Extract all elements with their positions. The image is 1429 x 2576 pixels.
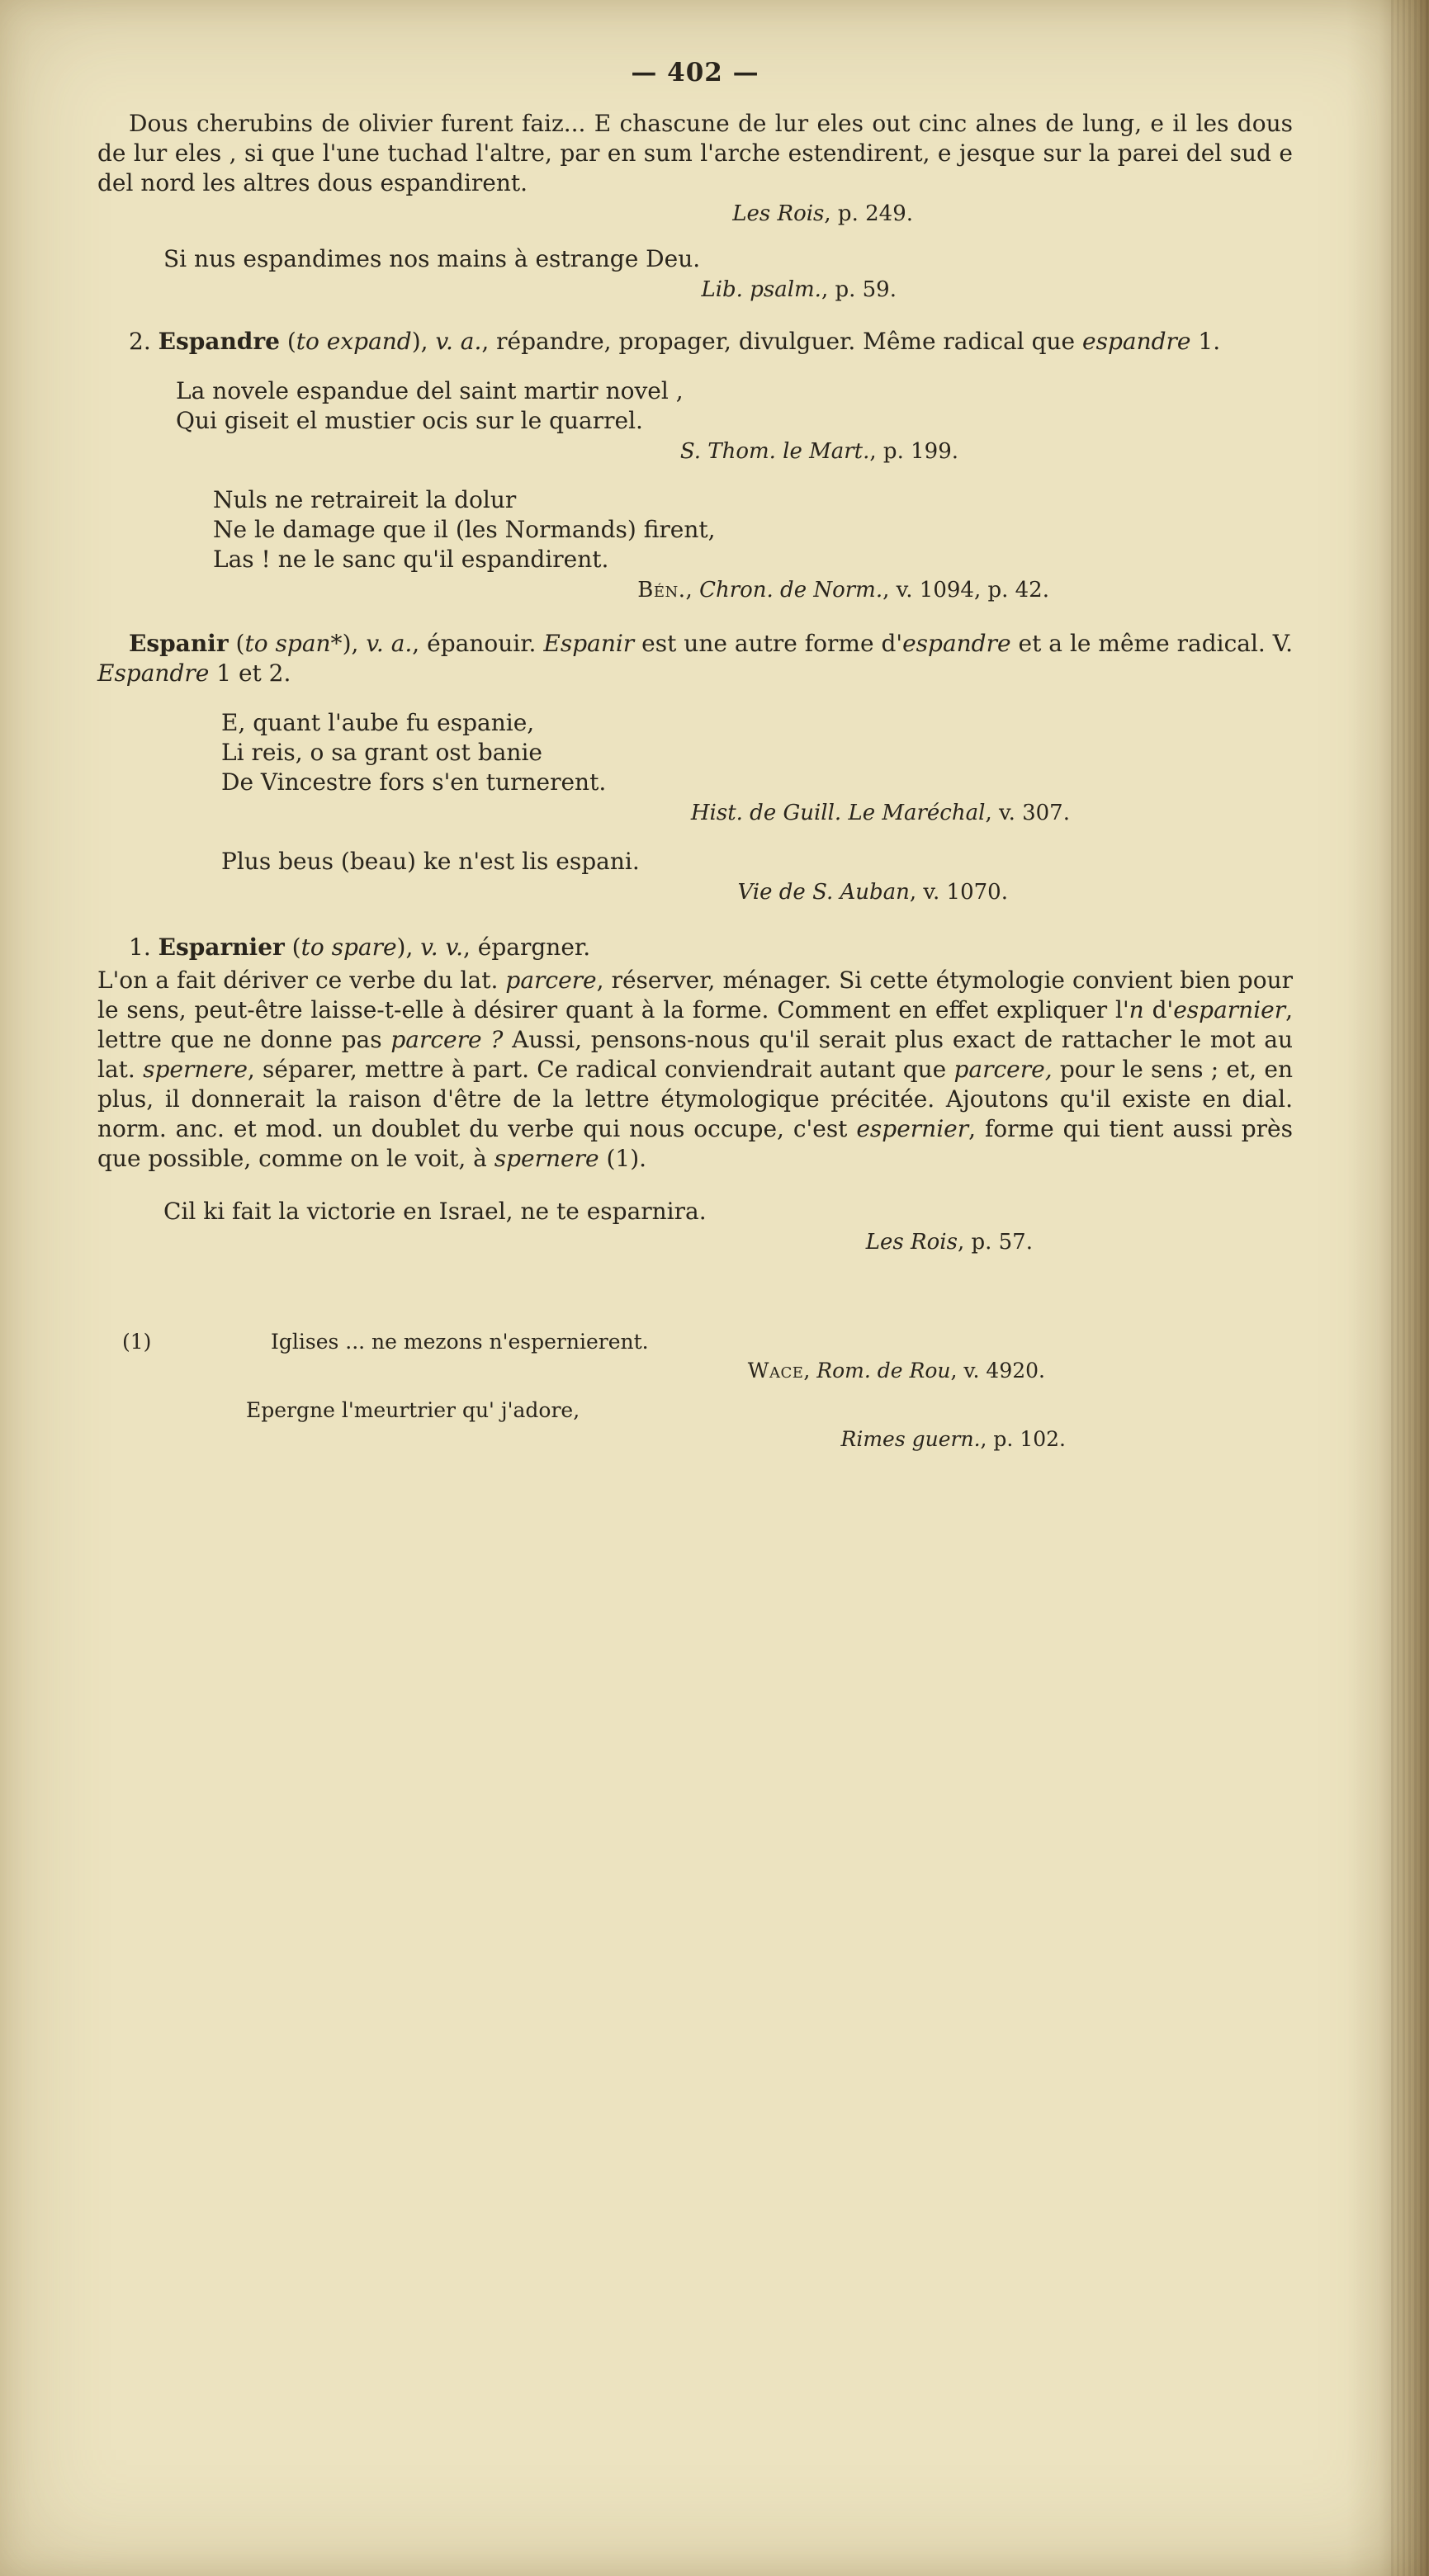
quotation-plus-beus: Plus beus (beau) ke n'est lis espani. — [221, 848, 640, 875]
verse-line: Ne le damage que il (les Normands) firent, — [213, 516, 716, 543]
page-number: — 402 — — [631, 58, 759, 87]
citation-hist-guill: Hist. de Guill. Le Maréchal, v. 307. — [690, 801, 1070, 825]
page-edge-streaks — [1391, 0, 1429, 2576]
etymology-paragraph: L'on a fait dériver ce verbe du lat. parcere, réserver, ménager. Si cette étymologie convient bien pour le sens, peut-être laisse-t-elle à désirer quant à la forme. Comment en effet expliquer l'n d'esparnier, lettre que ne donne pas parcere ? Aussi, pensons-nous qu'il serait plus exact de rattacher le mot au lat. spernere, séparer, mettre à part. Ce radical conviendrait autant que parcere, pour le sens ; et, en plus, il donnerait la raison d'être de la lettre étymologique précitée. Ajoutons qu'il existe en dial. norm. anc. et mod. un doublet du verbe qui nous occupe, c'est espernier, forme qui tient aussi près que possible, comme on le voit, à spernere (1). — [97, 967, 1294, 1172]
verse-la-novele — [176, 376, 1293, 436]
verse-line: Las ! ne le sanc qu'il espandirent. — [213, 546, 609, 573]
verse-line: La novele espandue del saint martir novel , — [176, 377, 684, 404]
citation-ben-chron: Bén., Chron. de Norm., v. 1094, p. 42. — [637, 578, 1049, 603]
footnote-1-text: Iglises ... ne mezons n'espernierent. — [271, 1330, 649, 1354]
entry-espandre: 2. Espandre (to expand), v. a., répandre, propager, divulguer. Même radical que espandre 1. — [129, 328, 1221, 355]
verse-line: Qui giseit el mustier ocis sur le quarrel. — [176, 407, 643, 434]
verse-line: Nuls ne retraireit la dolur — [213, 486, 517, 513]
citation-les-rois-2: Les Rois, p. 57. — [865, 1230, 1033, 1255]
citation-s-thom: S. Thom. le Mart., p. 199. — [679, 439, 958, 464]
citation-wace-rou: Wace, Rom. de Rou, v. 4920. — [747, 1359, 1045, 1383]
footnote-2-text: Epergne l'meurtrier qu' j'adore, — [246, 1398, 580, 1422]
quotation-espandimes: Si nus espandimes nos mains à estrange Deu. — [163, 245, 701, 272]
verse-aube — [221, 708, 1293, 797]
citation-rimes-guern: Rimes guern., p. 102. — [840, 1427, 1066, 1451]
footnote-1-marker: (1) — [122, 1330, 152, 1354]
entry-espanir: Espanir (to span*), v. a., épanouir. Espanir est une autre forme d'espandre et a le même radical. V. Espandre 1 et 2. — [97, 630, 1293, 687]
verse-line: E, quant l'aube fu espanie, — [221, 709, 535, 736]
quotation-cherubins: Dous cherubins de olivier furent faiz... E chascune de lur eles out cinc alnes de lung, e il les dous de lur eles , si que l'une tuchad l'altre, par en sum l'arche estendirent, e jesque sur la parei del sud e del nord les altres dous espandirent. — [97, 110, 1293, 196]
verse-nuls — [213, 485, 1293, 574]
citation-les-rois-1: Les Rois, p. 249. — [732, 201, 913, 226]
footnote-1 — [97, 1329, 1293, 1355]
page-content — [97, 58, 1293, 1453]
citation-lib-psalm: Lib. psalm., p. 59. — [701, 277, 897, 302]
verse-line: De Vincestre fors s'en turnerent. — [221, 768, 607, 796]
verse-line: Li reis, o sa grant ost banie — [221, 739, 542, 766]
entry-esparnier: 1. Esparnier (to spare), v. v., épargner. — [129, 934, 591, 961]
citation-vie-auban: Vie de S. Auban, v. 1070. — [737, 880, 1008, 905]
quotation-cil: Cil ki fait la victorie en Israel, ne te esparnira. — [163, 1198, 707, 1225]
